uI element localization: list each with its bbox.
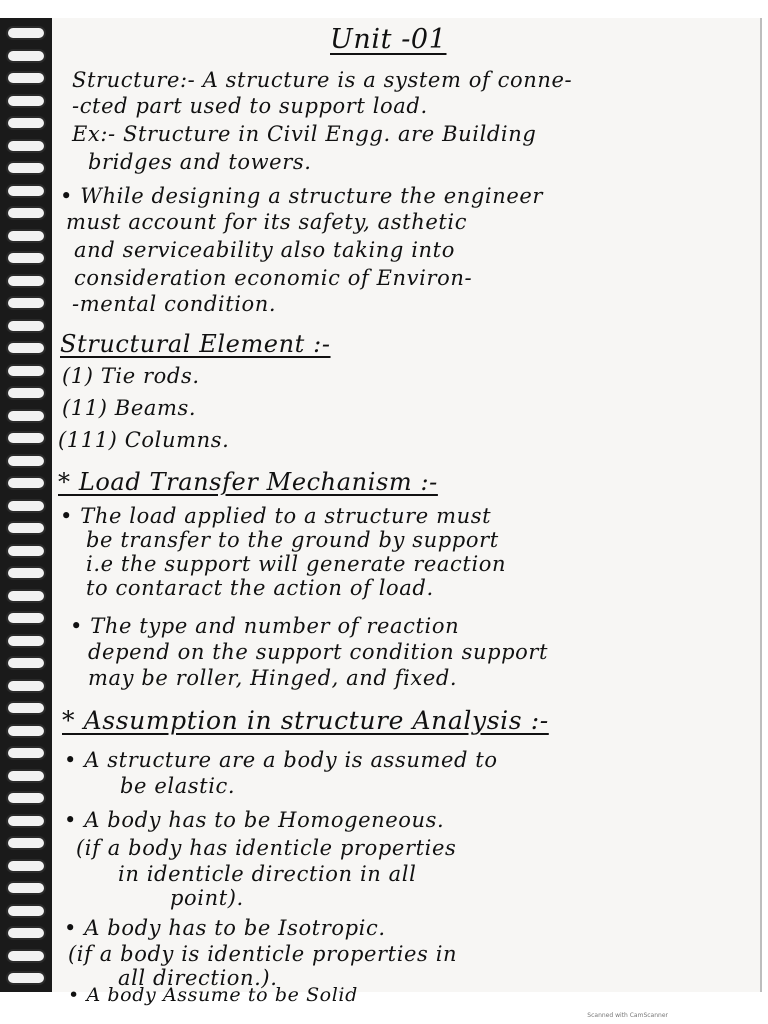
spiral-ring [6,769,46,783]
note-line: Ex:- Structure in Civil Engg. are Building [72,122,537,146]
spiral-ring [6,49,46,63]
spiral-binding [0,18,52,992]
spiral-ring [6,701,46,715]
note-line: • A body has to be Homogeneous. [64,808,445,832]
note-line: consideration economic of Environ- [74,266,473,290]
note-line: Structure:- A structure is a system of conne- [72,68,573,92]
note-line: (111) Columns. [58,428,230,452]
spiral-ring [6,206,46,220]
note-line: all direction.). [118,966,278,990]
note-line: (1) Tie rods. [62,364,200,388]
spiral-ring [6,341,46,355]
note-line: -mental condition. [72,292,277,316]
note-line: must account for its safety, asthetic [66,210,468,234]
spiral-ring [6,544,46,558]
handwritten-notes [58,18,758,1006]
spiral-ring [6,949,46,963]
note-line: • A body Assume to be Solid [68,984,358,1006]
note-line: i.e the support will generate reaction [86,552,507,576]
note-line: • The load applied to a structure must [60,504,492,528]
spiral-ring [6,409,46,423]
spiral-ring [6,656,46,670]
spiral-ring [6,971,46,985]
spiral-ring [6,611,46,625]
spiral-ring [6,566,46,580]
section-heading: * Load Transfer Mechanism :- [58,468,438,496]
spiral-ring [6,161,46,175]
note-line: be elastic. [120,774,236,798]
note-line: • The type and number of reaction [70,614,460,638]
page-title: Unit -01 [330,24,447,55]
note-line: and serviceability also taking into [74,238,455,262]
spiral-ring [6,116,46,130]
note-line: to contaract the action of load. [86,576,434,600]
spiral-ring [6,634,46,648]
section-heading: Structural Element :- [60,330,331,358]
spiral-ring [6,386,46,400]
spiral-ring [6,724,46,738]
spiral-ring [6,229,46,243]
spiral-ring [6,904,46,918]
note-line: (if a body has identicle properties [76,836,457,860]
spiral-ring [6,521,46,535]
spiral-ring [6,319,46,333]
spiral-ring [6,431,46,445]
spiral-ring [6,499,46,513]
note-line: (if a body is identicle properties in [68,942,458,966]
note-line: point). [170,886,244,910]
spiral-ring [6,71,46,85]
spiral-ring [6,296,46,310]
spiral-ring [6,589,46,603]
spiral-ring [6,926,46,940]
spiral-ring [6,476,46,490]
note-line: in identicle direction in all [118,862,417,886]
spiral-ring [6,859,46,873]
note-line: depend on the support condition support [88,640,549,664]
spiral-ring [6,139,46,153]
spiral-ring [6,746,46,760]
note-line: bridges and towers. [88,150,312,174]
section-heading: * Assumption in structure Analysis :- [62,706,549,735]
scanner-watermark: Scanned with CamScanner [587,1012,668,1019]
note-line: • A body has to be Isotropic. [64,916,386,940]
spiral-ring [6,184,46,198]
spiral-ring [6,814,46,828]
note-line: (11) Beams. [62,396,197,420]
spiral-ring [6,251,46,265]
spiral-ring [6,881,46,895]
note-line: may be roller, Hinged, and fixed. [88,666,458,690]
spiral-ring [6,274,46,288]
note-line: • A structure are a body is assumed to [64,748,498,772]
spiral-ring [6,836,46,850]
spiral-ring [6,26,46,40]
note-line: be transfer to the ground by support [86,528,499,552]
spiral-ring [6,364,46,378]
spiral-ring [6,791,46,805]
spiral-ring [6,94,46,108]
spiral-ring [6,454,46,468]
note-line: -cted part used to support load. [72,94,428,118]
spiral-ring [6,679,46,693]
note-line: • While designing a structure the engineer [60,184,544,208]
